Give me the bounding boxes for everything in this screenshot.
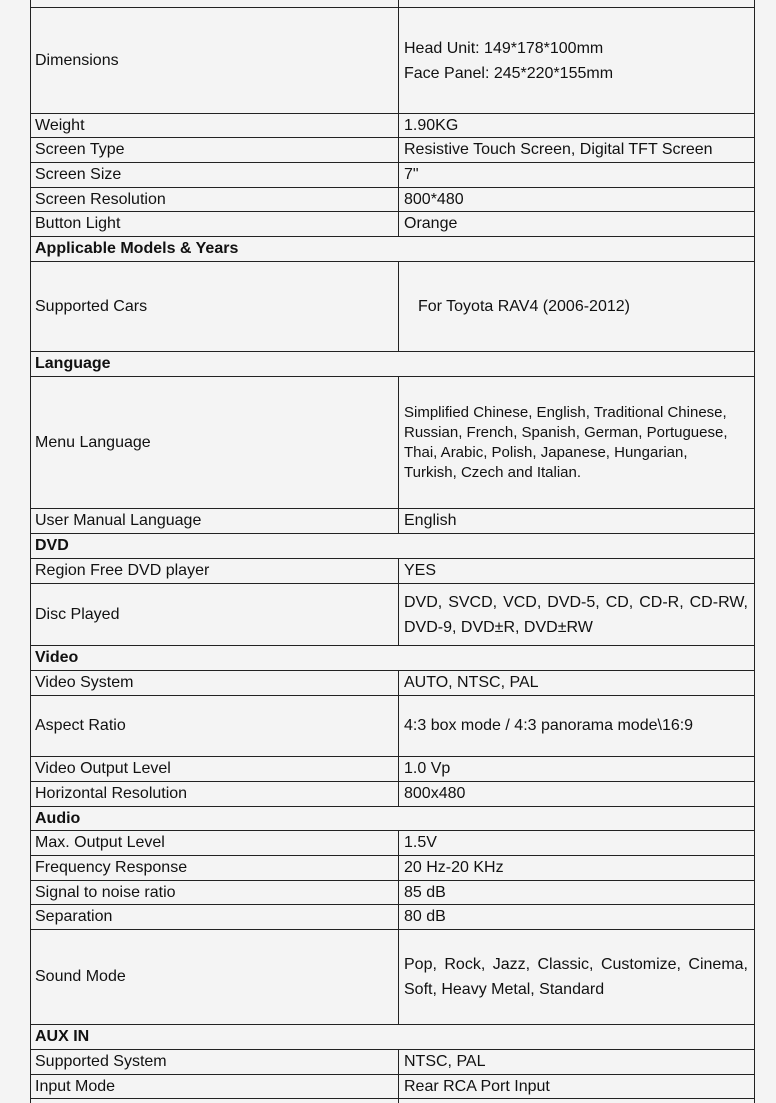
- table-row-weight: [31, 114, 754, 138]
- label-weight: Weight: [31, 114, 399, 137]
- table-row-screen-size: [31, 163, 754, 188]
- table-row-disc-played: [31, 584, 754, 646]
- table-row-supported-system: [31, 1050, 754, 1075]
- value-disc-played: [400, 584, 754, 645]
- value-supported-cars: For Toyota RAV4 (2006-2012): [418, 297, 630, 315]
- table-row-max-output-level: [31, 831, 754, 856]
- value-supported-system: NTSC, PAL: [404, 1053, 486, 1070]
- label-max-output-level: Max. Output Level: [31, 831, 399, 855]
- value-input-mode: Rear RCA Port Input: [404, 1077, 550, 1095]
- value-region-free: YES: [404, 562, 437, 579]
- table-row-sound-mode: [31, 930, 754, 1025]
- table-row-menu-language: [31, 377, 754, 509]
- value-video-system: AUTO, NTSC, PAL: [404, 674, 539, 691]
- table-row-input-mode: [31, 1075, 754, 1099]
- table-row: [31, 0, 754, 8]
- value-line: DVD, SVCD, VCD, DVD-5, CD, CD-R, CD-RW,: [404, 593, 748, 611]
- table-row: [31, 1099, 754, 1103]
- table-row-screen-type: [31, 138, 754, 163]
- value-line: Head Unit: 149*178*100mm: [404, 39, 604, 57]
- label-disc-played: Disc Played: [31, 584, 399, 645]
- value-horizontal-resolution: 800x480: [404, 785, 466, 802]
- table-row-user-manual-language: [31, 509, 754, 534]
- value-screen-resolution: 800*480: [404, 190, 464, 208]
- value-line: Russian, French, Spanish, German, Portuguese,: [404, 423, 728, 441]
- label-screen-resolution: Screen Resolution: [31, 188, 399, 211]
- value-line: Face Panel: 245*220*155mm: [404, 64, 614, 82]
- label-supported-cars: Supported Cars: [31, 262, 399, 351]
- label-screen-type: Screen Type: [31, 138, 399, 162]
- table-row-video-output-level: [31, 757, 754, 782]
- section-video: [31, 646, 754, 671]
- label-aspect-ratio: Aspect Ratio: [31, 696, 399, 756]
- value-dimensions: [400, 8, 754, 113]
- label-video-output-level: Video Output Level: [31, 757, 399, 781]
- label-signal-to-noise: Signal to noise ratio: [31, 881, 399, 904]
- label-button-light: Button Light: [31, 212, 399, 236]
- section-title: Audio: [35, 809, 81, 827]
- section-title: DVD: [35, 537, 69, 554]
- label-user-manual-language: User Manual Language: [31, 509, 399, 533]
- section-language: [31, 352, 754, 377]
- value-screen-type: Resistive Touch Screen, Digital TFT Screen: [404, 141, 713, 158]
- table-row-region-free: [31, 559, 754, 584]
- section-title: Applicable Models & Years: [35, 240, 239, 257]
- table-row-separation: [31, 905, 754, 930]
- cell-empty: [400, 0, 754, 7]
- table-row-signal-to-noise: [31, 881, 754, 905]
- value-user-manual-language: English: [404, 512, 457, 529]
- label-video-system: Video System: [31, 671, 399, 695]
- label-menu-language: Menu Language: [31, 377, 399, 508]
- section-title: Language: [35, 355, 111, 372]
- value-line: DVD-9, DVD±R, DVD±RW: [404, 618, 593, 636]
- value-video-output-level: 1.0 Vp: [404, 760, 451, 777]
- value-sound-mode: [400, 930, 754, 1024]
- value-separation: 80 dB: [404, 908, 446, 925]
- value-line: Pop, Rock, Jazz, Classic, Customize, Cinema,: [404, 956, 748, 973]
- value-line: Turkish, Czech and Italian.: [404, 463, 582, 481]
- label-horizontal-resolution: Horizontal Resolution: [31, 782, 399, 806]
- table-row-horizontal-resolution: [31, 782, 754, 807]
- label-frequency-response: Frequency Response: [31, 856, 399, 880]
- value-line: Thai, Arabic, Polish, Japanese, Hungarian,: [404, 443, 688, 461]
- table-row-aspect-ratio: [31, 696, 754, 757]
- value-frequency-response: 20 Hz-20 KHz: [404, 859, 504, 876]
- value-weight: 1.90KG: [404, 116, 459, 134]
- value-screen-size: 7": [404, 166, 419, 183]
- value-signal-to-noise: 85 dB: [404, 883, 446, 901]
- value-button-light: Orange: [404, 215, 458, 232]
- section-aux-in: [31, 1025, 754, 1050]
- table-row-dimensions: [31, 8, 754, 114]
- label-supported-system: Supported System: [31, 1050, 399, 1074]
- label-region-free: Region Free DVD player: [31, 559, 399, 583]
- label-separation: Separation: [31, 905, 399, 929]
- table-row-frequency-response: [31, 856, 754, 881]
- value-line: Soft, Heavy Metal, Standard: [404, 981, 605, 998]
- value-max-output-level: 1.5V: [404, 834, 437, 851]
- cell-empty: [31, 1099, 399, 1103]
- value-menu-language: [400, 377, 754, 508]
- value-aspect-ratio: 4:3 box mode / 4:3 panorama mode\16:9: [404, 717, 694, 734]
- spec-table: [30, 0, 755, 1103]
- label-sound-mode: Sound Mode: [31, 930, 399, 1024]
- table-row-screen-resolution: [31, 188, 754, 212]
- section-title: Video: [35, 649, 79, 666]
- label-input-mode: Input Mode: [31, 1075, 399, 1098]
- cell-empty: [31, 0, 399, 7]
- section-applicable-models: [31, 237, 754, 262]
- label-screen-size: Screen Size: [31, 163, 399, 187]
- label-dimensions: Dimensions: [31, 8, 399, 113]
- table-row-supported-cars: [31, 262, 754, 352]
- value-line: Simplified Chinese, English, Traditional Chinese,: [404, 403, 727, 421]
- section-dvd: [31, 534, 754, 559]
- table-row-video-system: [31, 671, 754, 696]
- section-title: AUX IN: [35, 1028, 90, 1045]
- section-audio: [31, 807, 754, 831]
- table-row-button-light: [31, 212, 754, 237]
